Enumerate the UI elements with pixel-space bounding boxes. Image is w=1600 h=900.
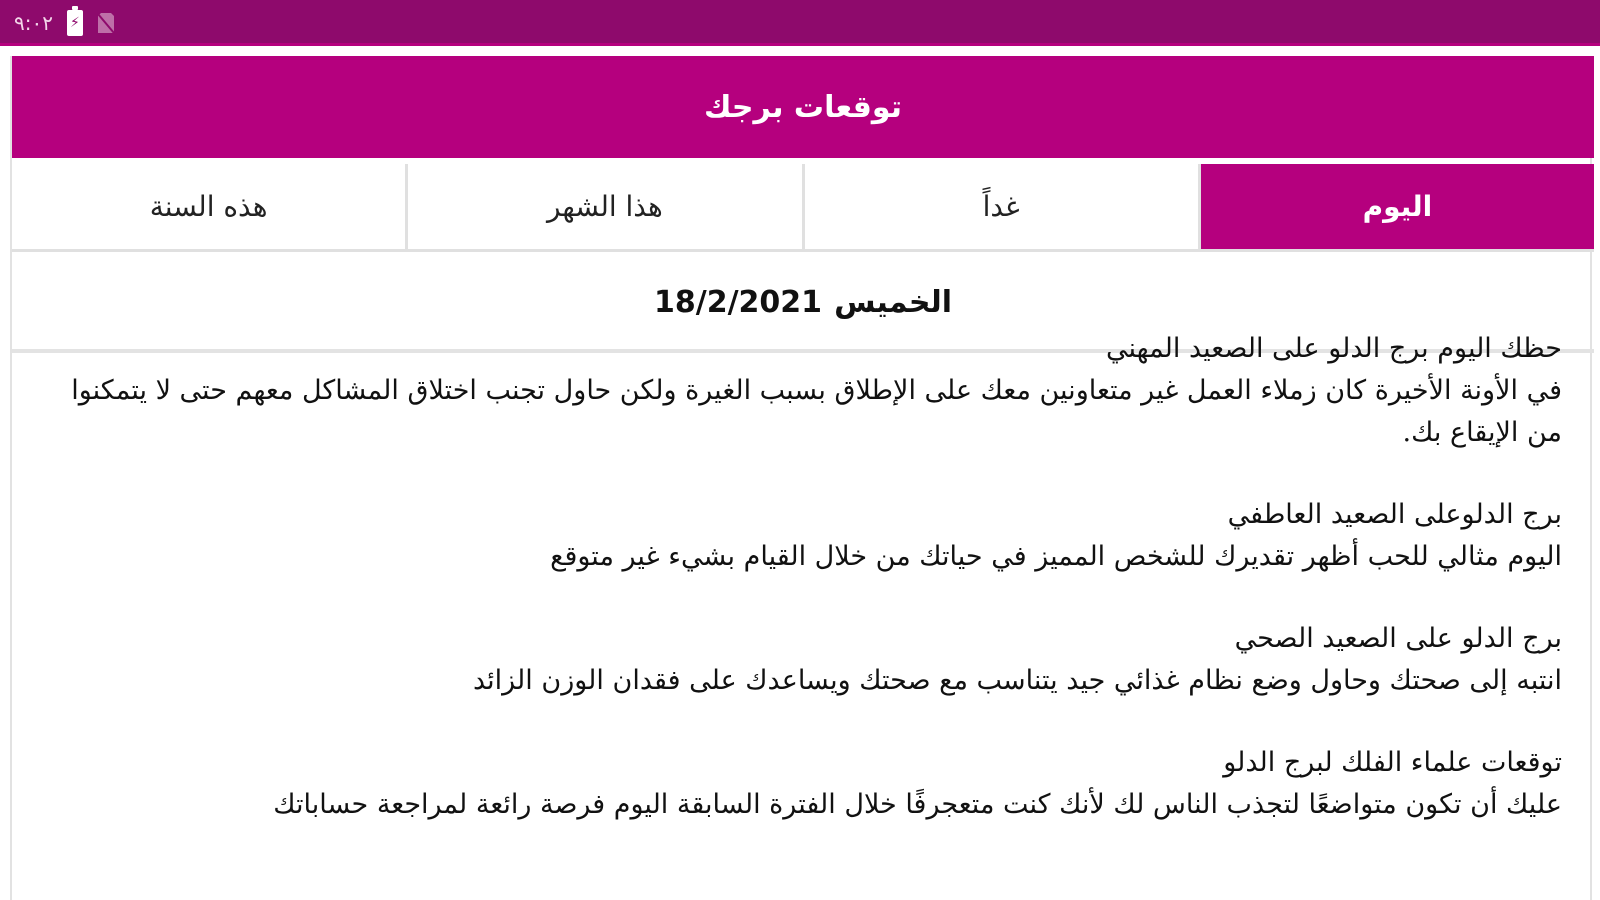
clock-text: ٩:٠٢ <box>14 11 53 35</box>
section-heading: برج الدلوعلى الصعيد العاطفي <box>1227 499 1562 530</box>
status-icons <box>14 10 115 36</box>
page-title: توقعات برجك <box>12 56 1594 158</box>
section-body: اليوم مثالي للحب أظهر تقديرك للشخص المميز في حياتك من خلال القيام بشيء غير متوقع <box>550 541 1562 572</box>
tab-this-year[interactable]: هذه السنة <box>12 164 405 249</box>
horoscope-content <box>40 328 1562 866</box>
status-bar <box>0 0 1600 46</box>
section-heading: حظك اليوم برج الدلو على الصعيد المهني <box>1105 333 1562 364</box>
period-tabs <box>12 164 1594 252</box>
section-astrologers <box>40 742 1562 826</box>
section-emotional <box>40 494 1562 578</box>
tab-tomorrow[interactable]: غداً <box>802 164 1198 249</box>
battery-charging-icon: ⚡ <box>67 10 83 36</box>
tab-today[interactable]: اليوم <box>1198 164 1594 249</box>
section-body: عليك أن تكون متواضعًا لتجذب الناس لك لأنك كنت متعجرفًا خلال الفترة السابقة اليوم فرصة رائعة لمراجعة حساباتك <box>273 789 1562 820</box>
tab-this-month[interactable]: هذا الشهر <box>405 164 801 249</box>
date-value: 18/2/2021 <box>654 284 823 320</box>
no-sim-icon <box>97 12 115 34</box>
section-health <box>40 618 1562 702</box>
section-professional <box>40 328 1562 454</box>
section-heading: برج الدلو على الصعيد الصحي <box>1234 623 1562 654</box>
section-body: في الأونة الأخيرة كان زملاء العمل غير متعاونين معك على الإطلاق بسبب الغيرة ولكن حاول تجنب اختلاق المشاكل معهم حتى لا يتمكنوا من الإيقاع بك. <box>71 375 1562 448</box>
day-name: الخميس <box>834 284 952 320</box>
section-heading: توقعات علماء الفلك لبرج الدلو <box>1223 747 1562 778</box>
section-body: انتبه إلى صحتك وحاول وضع نظام غذائي جيد يتناسب مع صحتك ويساعدك على فقدان الوزن الزائد <box>472 665 1562 696</box>
